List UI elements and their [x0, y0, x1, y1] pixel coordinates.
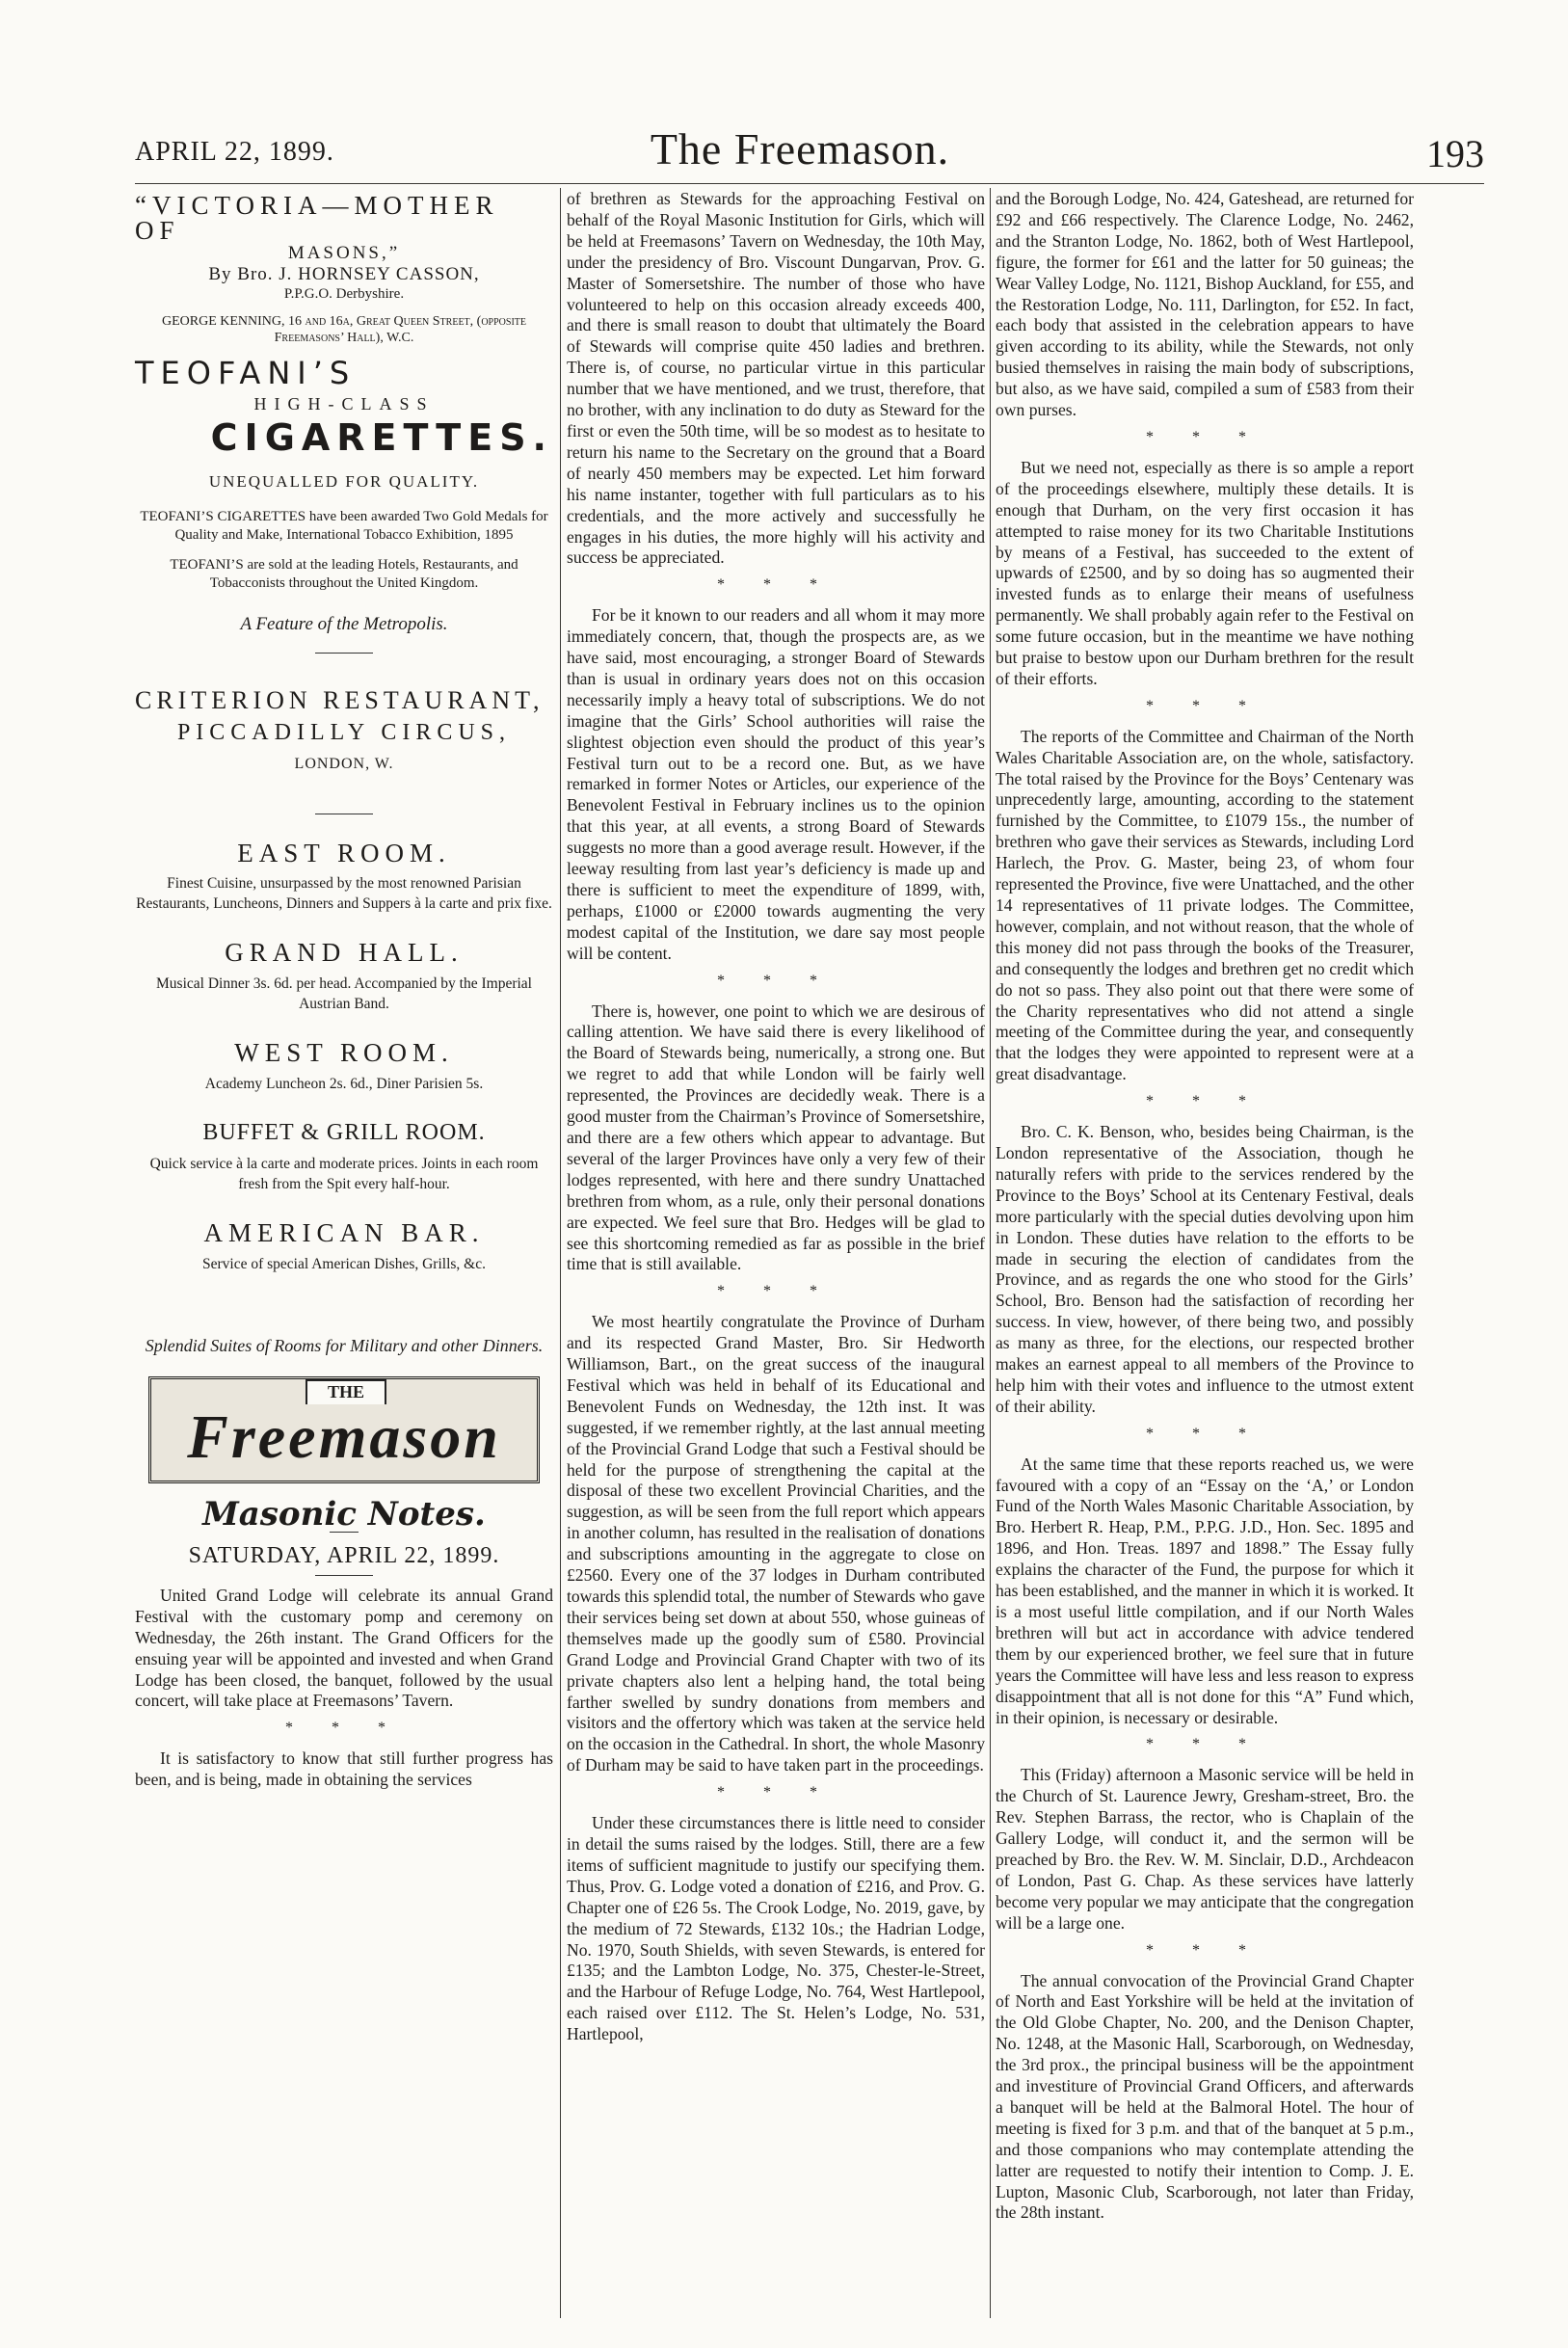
teofani-sold: TEOFANI’S are sold at the leading Hotels, Restaurants, and Tobacconists throughout the United Kingdom.	[170, 556, 518, 591]
column-2	[567, 189, 985, 2045]
section-separator: * * *	[1146, 1736, 1263, 1753]
paragraph: of brethren as Stewards for the approaching Festival on behalf of the Royal Masonic Institution for Girls, which will be held at Freemasons’ Tavern on Wednesday, the 10th May, under the presidency of Bro. Viscount Dungarvan, Prov. G. Master of Somersetshire. The number of those who have volunteered to help on this occasion already exceeds 400, and there is small reason to doubt that ultimately the Board of Stewards will comprise quite 450 ladies and brethren. There is, of course, no particular virtue in this particular number that we have mentioned, and we trust, therefore, that no brother, with any inclination to do duty as Steward for the first or even the 50th time, will be so modest as to hesitate to return his name to the Secretary on the ground that a Board of nearly 450 members may be expected. Let him forward his name instanter, together with full particulars as to his credentials, and the more actively and successfully he engages in his duties, the more highly will his activity and success be appreciated.	[567, 189, 985, 568]
masthead-the: THE	[306, 1379, 386, 1404]
freemason-masthead	[148, 1376, 540, 1483]
section-separator: * * *	[717, 1784, 835, 1801]
room-description: Quick service à la carte and moderate prices. Joints in each room fresh from the Spit every half-hour.	[149, 1156, 539, 1193]
feature-tagline: A Feature of the Metropolis.	[240, 613, 448, 634]
section-separator: * * *	[1146, 1941, 1263, 1959]
paragraph: For be it known to our readers and all whom it may more immediately concern, that, though the prospects are, as we have said, most encouraging, a stronger Board of Stewards than is usual in ordinary years does not on this occasion necessarily imply a heavy total of subscriptions. We do not imagine that the Girls’ School authorities will raise the slightest objection even should the product of this year’s Festival turn out to be a record one. But, as we have remarked in former Notes or Articles, our experience of the Benevolent Festival in February inclines us to the opinion that this year, at all events, a strong Board of Stewards suggests no more than a good average result. However, if the leeway resulting from last year’s deficiency is made up and there is sufficient to meet the expenditure of 1899, with, perhaps, £1000 or £2000 towards augmenting the very modest capital of the Institution, we dare say most people will be content.	[567, 605, 985, 963]
room-description: Service of special American Dishes, Grills, &c.	[202, 1256, 486, 1273]
victoria-author: By Bro. J. HORNSEY CASSON,	[208, 264, 480, 284]
column-rule-1	[560, 188, 561, 2318]
masthead-name: Freemason	[187, 1402, 501, 1472]
room-description: Musical Dinner 3s. 6d. per head. Accompanied by the Imperial Austrian Band.	[156, 975, 532, 1013]
notes-body	[135, 1586, 553, 1791]
page-number: 193	[1426, 132, 1484, 175]
divider	[315, 653, 373, 654]
paragraph: Bro. C. K. Benson, who, besides being Chairman, is the London representative of the Association, though he naturally refers with pride to the services rendered by the Province to the Boys’ School at its Centenary Festival, deals more particularly with the special duties devolving upon him in London. These duties have relation to the efforts to be made in securing the election of candidates from the Province, and as regards the one who stood for the Girls’ School, Bro. Benson had the satisfaction of recording her success. In view, however, of there being two, and possibly as many as three, for the elections, our respected brother makes an earnest appeal to all members of the Province to help him with their votes and influence to the utmost extent of their ability.	[996, 1122, 1414, 1416]
paragraph: This (Friday) afternoon a Masonic service will be held in the Church of St. Laurence Jewry, Gresham-street, Bro. the Rev. Stephen Barrass, the rector, who is Chaplain of the Gallery Lodge, will conduct it, and the sermon will be preached by Bro. the Rev. W. M. Sinclair, D.D., Archdeacon of London, Past G. Chap. As these services have latterly become very popular we may anticipate that the congregation will be a large one.	[996, 1765, 1414, 1933]
victoria-subtitle: MASONS,”	[287, 243, 401, 263]
masonic-notes-heading: Masonic Notes.	[202, 1495, 486, 1534]
paragraph: and the Borough Lodge, No. 424, Gateshead, are returned for £92 and £66 respectively. The Clarence Lodge, No. 2462, and the Stranton Lodge, No. 1862, both of West Hartlepool, figure, the former for £61 and the latter for 50 guineas; the Wear Valley Lodge, No. 1121, Bishop Auckland, for £55, and the Restoration Lodge, No. 111, Darlington, for £52. In fact, each body that assisted in the celebration appears to have given according to its ability, while the Stewards, not only busied themselves in raising the main body of subscriptions, but also, as we have said, compiled a sum of £583 from their own purses.	[996, 189, 1414, 420]
paragraph: But we need not, especially as there is so ample a report of the proceedings elsewhere, multiply these details. It is enough that Durham, on the very first occasion it has attempted to raise money for its two Charitable Institutions by means of a Festival, has succeeded to the extent of upwards of £2500, and by so doing has so augmented their invested funds as to enlarge their means of usefulness permanently. We shall probably again refer to the Festival on some future occasion, but in the meantime we have nothing but praise to bestow upon our Durham brethren for the result of their efforts.	[996, 457, 1414, 688]
room-description: Finest Cuisine, unsurpassed by the most renowned Parisian Restaurants, Luncheons, Dinners and Suppers à la carte and prix fixe.	[136, 875, 552, 913]
section-separator: * * *	[717, 1283, 835, 1300]
victoria-title: “VICTORIA—MOTHER OF	[135, 191, 499, 245]
piccadilly-label: PICCADILLY CIRCUS,	[176, 719, 512, 745]
room-heading: AMERICAN BAR.	[203, 1218, 485, 1248]
saturday-date: SATURDAY, APRIL 22, 1899.	[188, 1542, 500, 1568]
criterion-heading: CRITERION RESTAURANT,	[135, 685, 545, 714]
paragraph: United Grand Lodge will celebrate its annual Grand Festival with the customary pomp and ceremony on Wednesday, the 26th instant. The Grand Officers for the ensuing year will be appointed and invested and when Grand Lodge has been closed, the banquet, followed by the usual concert, will take place at Freemasons’ Tavern.	[135, 1585, 553, 1711]
section-separator: * * *	[1146, 1425, 1263, 1442]
paragraph: There is, however, one point to which we are desirous of calling attention. We have said there is every likelihood of the Board of Stewards being, numerically, a strong one. But we regret to add that while London will be fairly well represented, the Provinces are decidedly weak. There is a good muster from the Chairman’s Province of Somersetshire, and there are a few others which appear to advantage. But several of the larger Provinces have only a very few of their lodges represented, with here and there sundry Unattached brethren from whom, as a rule, only their personal donations are expected. We feel sure that Bro. Hedges will be glad to see this shortcoming remedied as far as possible in the brief time that is still available.	[567, 1001, 985, 1274]
paragraph: Under these circumstances there is little need to consider in detail the sums raised by the lodges. Still, there are a few items of sufficient magnitude to justify our specifying them. Thus, Prov. G. Lodge voted a donation of £216, and Prov. G. Chapter one of £26 5s. The Crook Lodge, No. 2019, gave, by the medium of 72 Stewards, £132 10s.; the Hadrian Lodge, No. 1970, South Shields, with seven Stewards, is entered for £135; and the Lambton Lodge, No. 375, Chester-le-Street, and the Harbour of Refuge Lodge, No. 764, West Hartlepool, each raised over £112. The St. Helen’s Lodge, No. 531, Hartlepool,	[567, 1813, 985, 2044]
room-heading: GRAND HALL.	[225, 938, 464, 968]
london-label: LONDON, W.	[294, 755, 394, 772]
room-description: Academy Luncheon 2s. 6d., Diner Parisien 5s.	[204, 1076, 484, 1093]
section-separator: * * *	[285, 1720, 403, 1737]
room-heading: BUFFET & GRILL ROOM.	[202, 1120, 486, 1146]
paragraph: The reports of the Committee and Chairman of the North Wales Charitable Association are, on the whole, satisfactory. The total raised by the Province for the Boys’ Centenary was unprecedently large, amounting, according to the statement furnished by the Committee, to £1079 15s., the number of brethren who gave their services as Stewards, including Lord Harlech, the Prov. G. Master, being 23, of whom four represented the Province, five were Unattached, and the other 14 representatives of 11 private lodges. The Committee, however, complain, and not without reason, that the whole of this money did not pass through the books of the Treasurer, and consequently the lodges and brethren get no credit which do not so pass. They also point out that there were some of the Charity representatives who did not attend a single meeting of the Committee during the year, and consequently that the lodges they were appointed to represent were at a great disadvantage.	[996, 726, 1414, 1084]
column-rule-2	[990, 188, 991, 2318]
cigarettes-heading: CIGARETTES.	[210, 415, 553, 459]
victoria-rank: P.P.G.O. Derbyshire.	[283, 286, 405, 302]
column-1	[135, 189, 553, 1791]
kenning-address: GEORGE KENNING, 16 and 16a, Great Queen Street, (opposite Freemasons’ Hall), W.C.	[161, 314, 527, 345]
section-separator: * * *	[717, 972, 835, 989]
divider	[315, 1575, 373, 1576]
room-heading: EAST ROOM.	[237, 838, 451, 867]
newspaper-title: The Freemason.	[650, 124, 950, 173]
page-header	[116, 124, 1484, 177]
paragraph: It is satisfactory to know that still further progress has been, and is being, made in obtaining the services	[135, 1748, 553, 1790]
issue-date: APRIL 22, 1899.	[135, 137, 334, 167]
paragraph: At the same time that these reports reached us, we were favoured with a copy of an “Essay on the ‘A,’ or London Fund of the North Wales Masonic Charitable Association, by Bro. Herbert R. Heap, P.M., P.P.G. J.D., Hon. Sec. 1895 and 1896, and Hon. Treas. 1897 and 1898.” The Essay fully explains the character of the Fund, the purpose for which it has been established, and the manner in which it is worked. It is a most useful little compilation, and if our North Wales brethren will but act in accordance with advice tendered them by our experienced brother, we feel sure that in future years the Committee will have less and less reason to express disappointment that all is not done for this “A” Fund which, in their opinion, is necessary or desirable.	[996, 1454, 1414, 1727]
teofani-heading: TEOFANI’S	[135, 355, 357, 391]
section-separator: * * *	[1146, 428, 1263, 445]
section-separator: * * *	[717, 576, 835, 594]
header-rule	[135, 183, 1484, 184]
high-class-label: HIGH-CLASS	[253, 394, 435, 414]
teofani-medals: TEOFANI’S CIGARETTES have been awarded Two Gold Medals for Quality and Make, International Tobacco Exhibition, 1895	[140, 508, 548, 543]
section-separator: * * *	[1146, 697, 1263, 714]
paragraph: The annual convocation of the Provincial Grand Chapter of North and East Yorkshire will be held at the invitation of the Old Globe Chapter, No. 200, and the Denison Chapter, No. 1248, at the Masonic Hall, Scarborough, on Wednesday, the 3rd prox., the principal business will be the appointment and investiture of Provincial Grand Officers, and afterwards a banquet will be held at the Balmoral Hotel. The hour of meeting is fixed for 3 p.m. and that of the banquet at 5 p.m., and those companions who may contemplate attending the latter are requested to notify their intention to Comp. J. E. Lupton, Masonic Club, Scarborough, not later than Friday, the 28th instant.	[996, 1970, 1414, 2223]
section-separator: * * *	[1146, 1093, 1263, 1110]
column-3	[996, 189, 1414, 2224]
splendid-suites: Splendid Suites of Rooms for Military and other Dinners.	[145, 1336, 544, 1356]
paragraph: We most heartily congratulate the Province of Durham and its respected Grand Master, Bro. Sir Hedworth Williamson, Bart., on the great success of the inaugural Festival which was held in behalf of its Educational and Benevolent Funds on Wednesday, the 12th inst. It was suggested, if we remember rightly, at the last annual meeting of the Provincial Grand Lodge that such a Festival should be held for the purpose of strengthening the capital at the disposal of these two excellent Provincial Charities, and the suggestion, as will be seen from the full report which appears in another column, has resulted in the realisation of donations and subscriptions amounting in the aggregate to close on £2560. Every one of the 37 lodges in Durham contributed towards this splendid total, the number of Stewards who gave their services being set down at about 550, whose guineas of themselves made up the goodly sum of £580. Provincial Grand Lodge and Provincial Grand Chapter with two of its private chapters also lent a helping hand, the total being farther swelled by sundry donations from members and visitors and the offertory which was taken at the service held on the occasion in the Cathedral. In short, the whole Masonry of Durham may be said to have taken part in the proceedings.	[567, 1312, 985, 1775]
unequalled-label: UNEQUALLED FOR QUALITY.	[208, 471, 480, 491]
room-heading: WEST ROOM.	[234, 1038, 454, 1068]
